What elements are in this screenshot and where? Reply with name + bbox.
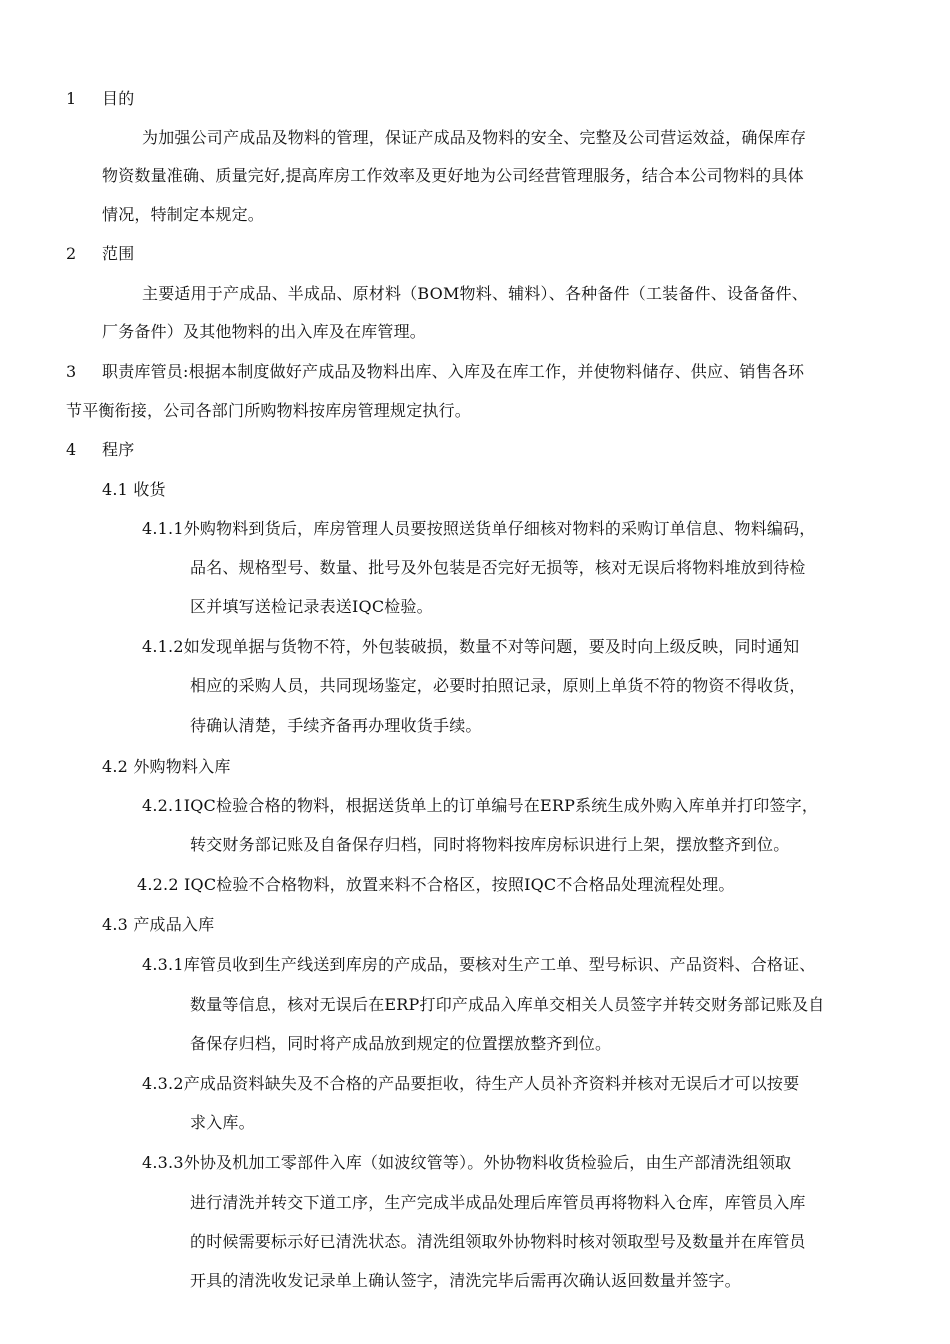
section-title: 目的 [102,89,135,108]
section-title: 职责库管员:根据本制度做好产成品及物料出库、入库及在库工作，并使物料储存、供应、销售各环 [102,362,805,381]
section-title: 程序 [102,440,135,459]
item-line: 求入库。 [190,1113,255,1132]
subsection-title: 4.3 产成品入库 [102,915,215,934]
section-number: 3 [66,362,77,381]
subsection-title: 4.2 外购物料入库 [102,757,231,776]
paragraph-line: 为加强公司产成品及物料的管理，保证产成品及物料的安全、完整及公司营运效益，确保库存 [142,128,807,147]
paragraph-line: 主要适用于产成品、半成品、原材料（BOM物料、辅料）、各种备件（工装备件、设备备件、 [142,284,808,303]
item-line: 的时候需要标示好已清洗状态。清洗组领取外协物料时核对领取型号及数量并在库管员 [190,1232,806,1251]
item-line: 4.1.2如发现单据与货物不符，外包装破损，数量不对等问题，要及时向上级反映，同时通知 [142,637,800,656]
item-line: 转交财务部记账及自备保存归档，同时将物料按库房标识进行上架，摆放整齐到位。 [190,835,790,854]
paragraph-line: 节平衡衔接，公司各部门所购物料按库房管理规定执行。 [66,401,472,420]
item-line: 数量等信息，核对无误后在ERP打印产成品入库单交相关人员签字并转交财务部记账及自 [190,995,825,1014]
item-line: 4.2.1IQC检验合格的物料，根据送货单上的订单编号在ERP系统生成外购入库单并打印签字， [142,796,819,815]
item-line: 品名、规格型号、数量、批号及外包装是否完好无损等，核对无误后将物料堆放到待检 [190,558,806,577]
item-line: 4.3.1库管员收到生产线送到库房的产成品，要核对生产工单、型号标识、产品资料、合格证、 [142,955,816,974]
item-line: 相应的采购人员，共同现场鉴定，必要时拍照记录，原则上单货不符的物资不得收货， [190,676,806,695]
section-title: 范围 [102,244,135,263]
item-line: 备保存归档，同时将产成品放到规定的位置摆放整齐到位。 [190,1034,612,1053]
section-number: 2 [66,244,77,263]
item-line: 4.1.1外购物料到货后，库房管理人员要按照送货单仔细核对物料的采购订单信息、物料编码， [142,519,816,538]
item-line: 进行清洗并转交下道工序，生产完成半成品处理后库管员再将物料入仓库，库管员入库 [190,1193,806,1212]
section-number: 4 [66,440,77,459]
item-line: 开具的清洗收发记录单上确认签字，清洗完毕后需再次确认返回数量并签字。 [190,1271,741,1290]
paragraph-line: 物资数量准确、质量完好,提高库房工作效率及更好地为公司经营管理服务，结合本公司物料的具体 [102,166,804,185]
subsection-title: 4.1 收货 [102,480,166,499]
item-line: 4.3.3外协及机加工零部件入库（如波纹管等）。外协物料收货检验后，由生产部清洗组领取 [142,1153,792,1172]
paragraph-line: 情况，特制定本规定。 [102,205,265,224]
item-line: 区并填写送检记录表送IQC检验。 [190,597,433,616]
item-line: 4.3.2产成品资料缺失及不合格的产品要拒收，待生产人员补齐资料并核对无误后才可以按要 [142,1074,800,1093]
item-line: 待确认清楚，手续齐备再办理收货手续。 [190,716,482,735]
paragraph-line: 厂务备件）及其他物料的出入库及在库管理。 [102,322,427,341]
section-number: 1 [66,89,77,108]
item-line: 4.2.2 IQC检验不合格物料，放置来料不合格区，按照IQC不合格品处理流程处理。 [137,875,735,894]
